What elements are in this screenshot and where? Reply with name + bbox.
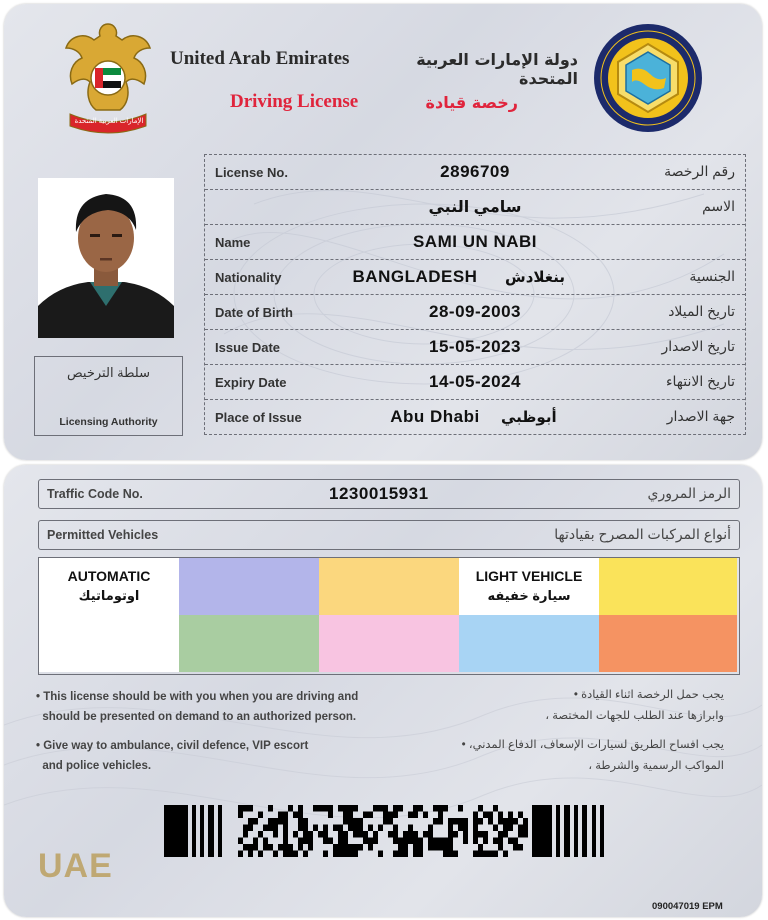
label-name: Name (215, 235, 251, 250)
automatic-label-ar: اوتوماتيك (78, 588, 140, 603)
note-ar-1-line-2: وابرازها عند الطلب للجهات المختصة ، (545, 710, 724, 722)
value-issue-date: 15-05-2023 (429, 337, 521, 356)
note-en-1-line-1: This license should be with you when you are driving and (43, 691, 359, 703)
label-expiry-date-ar: تاريخ الانتهاء (665, 373, 735, 389)
vehicle-category-grid (38, 557, 740, 675)
note-en-2-line-2: and police vehicles. (42, 760, 152, 772)
label-dob-ar: تاريخ الميلاد (668, 303, 735, 319)
note-en-2-line-1: Give way to ambulance, civil defence, VIP escort (43, 740, 309, 752)
vehicle-cell (599, 558, 737, 616)
label-nationality-ar: الجنسية (689, 268, 735, 284)
value-nationality-ar: بنغلادش (505, 269, 566, 286)
card-serial: 090047019 EPM (652, 901, 723, 912)
emblem-ribbon-text: الإمارات العربية المتحدة (74, 118, 144, 125)
field-row-nationality (205, 260, 745, 295)
license-front (4, 4, 762, 460)
traffic-code-label-ar: الرمز المروري (647, 485, 731, 501)
vehicle-cell (599, 615, 737, 672)
permitted-vehicles-label: Permitted Vehicles (47, 528, 159, 542)
permitted-vehicles-label-ar: أنواع المركبات المصرح بقيادتها (554, 526, 731, 542)
uae-watermark: UAE (38, 847, 113, 885)
uae-falcon-emblem (60, 18, 156, 138)
vehicle-cell (459, 615, 600, 672)
traffic-code-value: 1230015931 (329, 484, 429, 503)
value-nationality: BANGLADESH (352, 267, 478, 286)
country-name-ar: دولة الإمارات العربية المتحدة (416, 50, 578, 88)
value-expiry-date: 14-05-2024 (429, 372, 521, 391)
cell-light-vehicle (459, 558, 600, 616)
note-en-1: • This license should be with you when you are driving and should be presented on demand to an authorized person. (36, 691, 359, 723)
value-place-of-issue-ar: أبوظبي (501, 409, 557, 426)
note-en-2: • Give way to ambulance, civil defence, VIP escort and police vehicles. (36, 740, 309, 772)
value-dob: 28-09-2003 (429, 302, 521, 321)
vehicle-cell (179, 615, 320, 672)
pdf417-barcode (164, 805, 612, 857)
cell-automatic (39, 558, 180, 616)
gcc-seal (592, 22, 704, 134)
field-row-place-of-issue (205, 400, 745, 434)
label-expiry-date: Expiry Date (215, 375, 287, 390)
authority-label-ar: سلطة الترخيص (67, 365, 150, 380)
field-row-name (205, 225, 745, 260)
vehicle-cell-empty (39, 615, 180, 672)
license-fields-table (204, 154, 746, 435)
note-en-1-line-2: should be presented on demand to an authorized person. (42, 711, 357, 723)
light-vehicle-label-ar: سيارة خفيفه (487, 588, 571, 603)
label-place-of-issue-ar: جهة الاصدار (666, 408, 735, 424)
field-row-expiry-date (205, 365, 745, 400)
value-name: SAMI UN NABI (412, 232, 538, 251)
note-ar-2-line-2: المواكب الرسمية والشرطة ، (588, 760, 724, 772)
permitted-vehicles-box (38, 520, 740, 550)
holder-photo (38, 178, 174, 338)
licensing-authority-box (34, 356, 183, 436)
authority-label-en: Licensing Authority (59, 416, 158, 428)
field-row-license-no (205, 155, 745, 190)
label-place-of-issue: Place of Issue (215, 410, 302, 425)
doc-type-ar: رخصة قيادة (425, 93, 518, 112)
vehicle-cell (319, 558, 460, 616)
note-ar-1-line-1: يجب حمل الرخصة اثناء القيادة (581, 689, 724, 701)
note-ar-2-line-1: يجب افساح الطريق لسيارات الإسعاف، الدفاع المدني، (468, 739, 724, 751)
traffic-code-box (38, 479, 740, 509)
note-ar-1: يجب حمل الرخصة اثناء القيادة • وابرازها عند الطلب للجهات المختصة ، (545, 689, 724, 722)
label-name-ar: الاسم (702, 198, 735, 214)
label-issue-date: Issue Date (215, 340, 281, 355)
light-vehicle-label-en: LIGHT VEHICLE (475, 568, 583, 584)
value-name-ar: سامي النبي (428, 199, 522, 216)
value-license-no: 2896709 (440, 162, 510, 181)
country-name-en: United Arab Emirates (170, 48, 350, 69)
label-dob: Date of Birth (215, 305, 293, 320)
traffic-code-label: Traffic Code No. (47, 487, 143, 501)
automatic-label-en: AUTOMATIC (67, 568, 151, 584)
label-nationality: Nationality (215, 270, 282, 285)
label-license-no-ar: رقم الرخصة (664, 163, 735, 179)
field-row-dob (205, 295, 745, 330)
value-place-of-issue: Abu Dhabi (390, 407, 480, 426)
vehicle-cell (179, 558, 320, 616)
license-back (4, 465, 762, 917)
doc-type-en: Driving License (230, 91, 359, 112)
note-ar-2: يجب افساح الطريق لسيارات الإسعاف، الدفاع المدني، • المواكب الرسمية والشرطة ، (461, 739, 724, 772)
label-license-no: License No. (215, 165, 288, 180)
vehicle-cell (319, 615, 460, 672)
label-issue-date-ar: تاريخ الاصدار (661, 338, 735, 354)
field-row-name-ar (205, 190, 745, 225)
field-row-issue-date (205, 330, 745, 365)
